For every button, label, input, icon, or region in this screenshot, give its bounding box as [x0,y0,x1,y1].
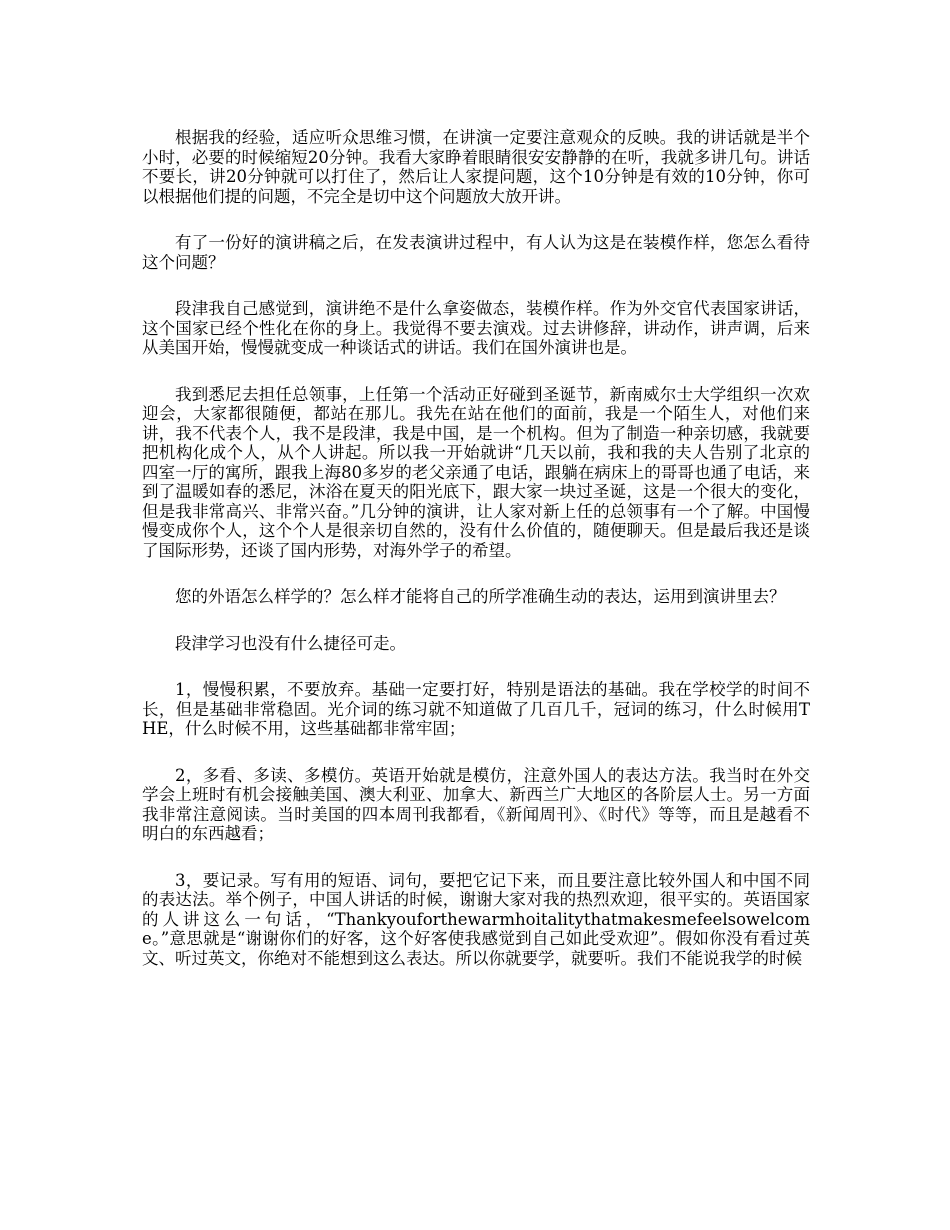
document-page [142,128,810,995]
paragraph-point-2: 2，多看、多读、多模仿。英语开始就是模仿，注意外国人的表达方法。我当时在外交学会上班时有机会接触美国、澳大利亚、加拿大、新西兰广大地区的各阶层人士。另一方面我非常注意阅读。当时美国的四本周刊我都看，《新闻周刊》、《时代》等等，而且是越看不明白的东西越看； [142,765,810,843]
paragraph-sydney-story: 我到悉尼去担任总领事，上任第一个活动正好碰到圣诞节，新南威尔士大学组织一次欢迎会，大家都很随便，都站在那儿。我先在站在他们的面前，我是一个陌生人，对他们来讲，我不代表个人，我不是段津，我是中国，是一个机构。但为了制造一种亲切感，我就要把机构化成个人，从个人讲起。所以我一开始就讲“几天以前，我和我的夫人告别了北京的四室一厅的寓所，跟我上海80多岁的老父亲通了电话，跟躺在病床上的哥哥也通了电话，来到了温暖如春的悉尼，沐浴在夏天的阳光底下，跟大家一块过圣诞，这是一个很大的变化，但是我非常高兴、非常兴奋。”几分钟的演讲，让人家对新上任的总领事有一个了解。中国慢慢变成你个人，这个个人是很亲切自然的，没有什么价值的，随便聊天。但是最后我还是谈了国际形势，还谈了国内形势，对海外学子的希望。 [142,384,810,560]
paragraph-question-language: 您的外语怎么样学的？怎么样才能将自己的所学准确生动的表达，运用到演讲里去？ [175,587,786,606]
paragraph-answer-shortcut: 段津学习也没有什么捷径可走。 [175,633,406,653]
paragraph-experience: 根据我的经验，适应听众思维习惯，在讲演一定要注意观众的反映。我的讲话就是半个小时，必要的时候缩短20分钟。我看大家睁着眼睛很安安静静的在听，我就多讲几句。讲话不要长，讲20分钟就可以打住了，然后让人家提问题，这个10分钟是有效的10分钟，你可以根据他们提的问题，不完全是切中这个问题放大放开讲。 [142,128,810,206]
paragraph-answer-posturing: 段津我自己感觉到，演讲绝不是什么拿姿做态，装模作样。作为外交官代表国家讲话，这个国家已经个性化在你的身上。我觉得不要去演戏。过去讲修辞，讲动作，讲声调，后来从美国开始，慢慢就变成一种谈话式的讲话。我们在国外演讲也是。 [142,299,810,357]
paragraph-point-3: 3，要记录。写有用的短语、词句，要把它记下来，而且要注意比较外国人和中国不同的表达法。举个例子，中国人讲话的时候，谢谢大家对我的热烈欢迎，很平实的。英语国家的人讲这么一句话，“Thankyouforthewarmhoitalitythatmakesmefeelsowelcome。”意思就是“谢谢你们的好客，这个好客使我感觉到自己如此受欢迎”。假如你没有看过英文、听过英文，你绝对不能想到这么表达。所以你就要学，就要听。我们不能说我学的时候 [142,870,810,968]
paragraph-question-posturing: 有了一份好的演讲稿之后，在发表演讲过程中，有人认为这是在装模作样，您怎么看待这个问题？ [142,233,810,272]
paragraph-point-1: 1，慢慢积累，不要放弃。基础一定要打好，特别是语法的基础。我在学校学的时间不长，但是基础非常稳固。光介词的练习就不知道做了几百几千，冠词的练习，什么时候用THE，什么时候不用，这些基础都非常牢固； [142,680,810,738]
